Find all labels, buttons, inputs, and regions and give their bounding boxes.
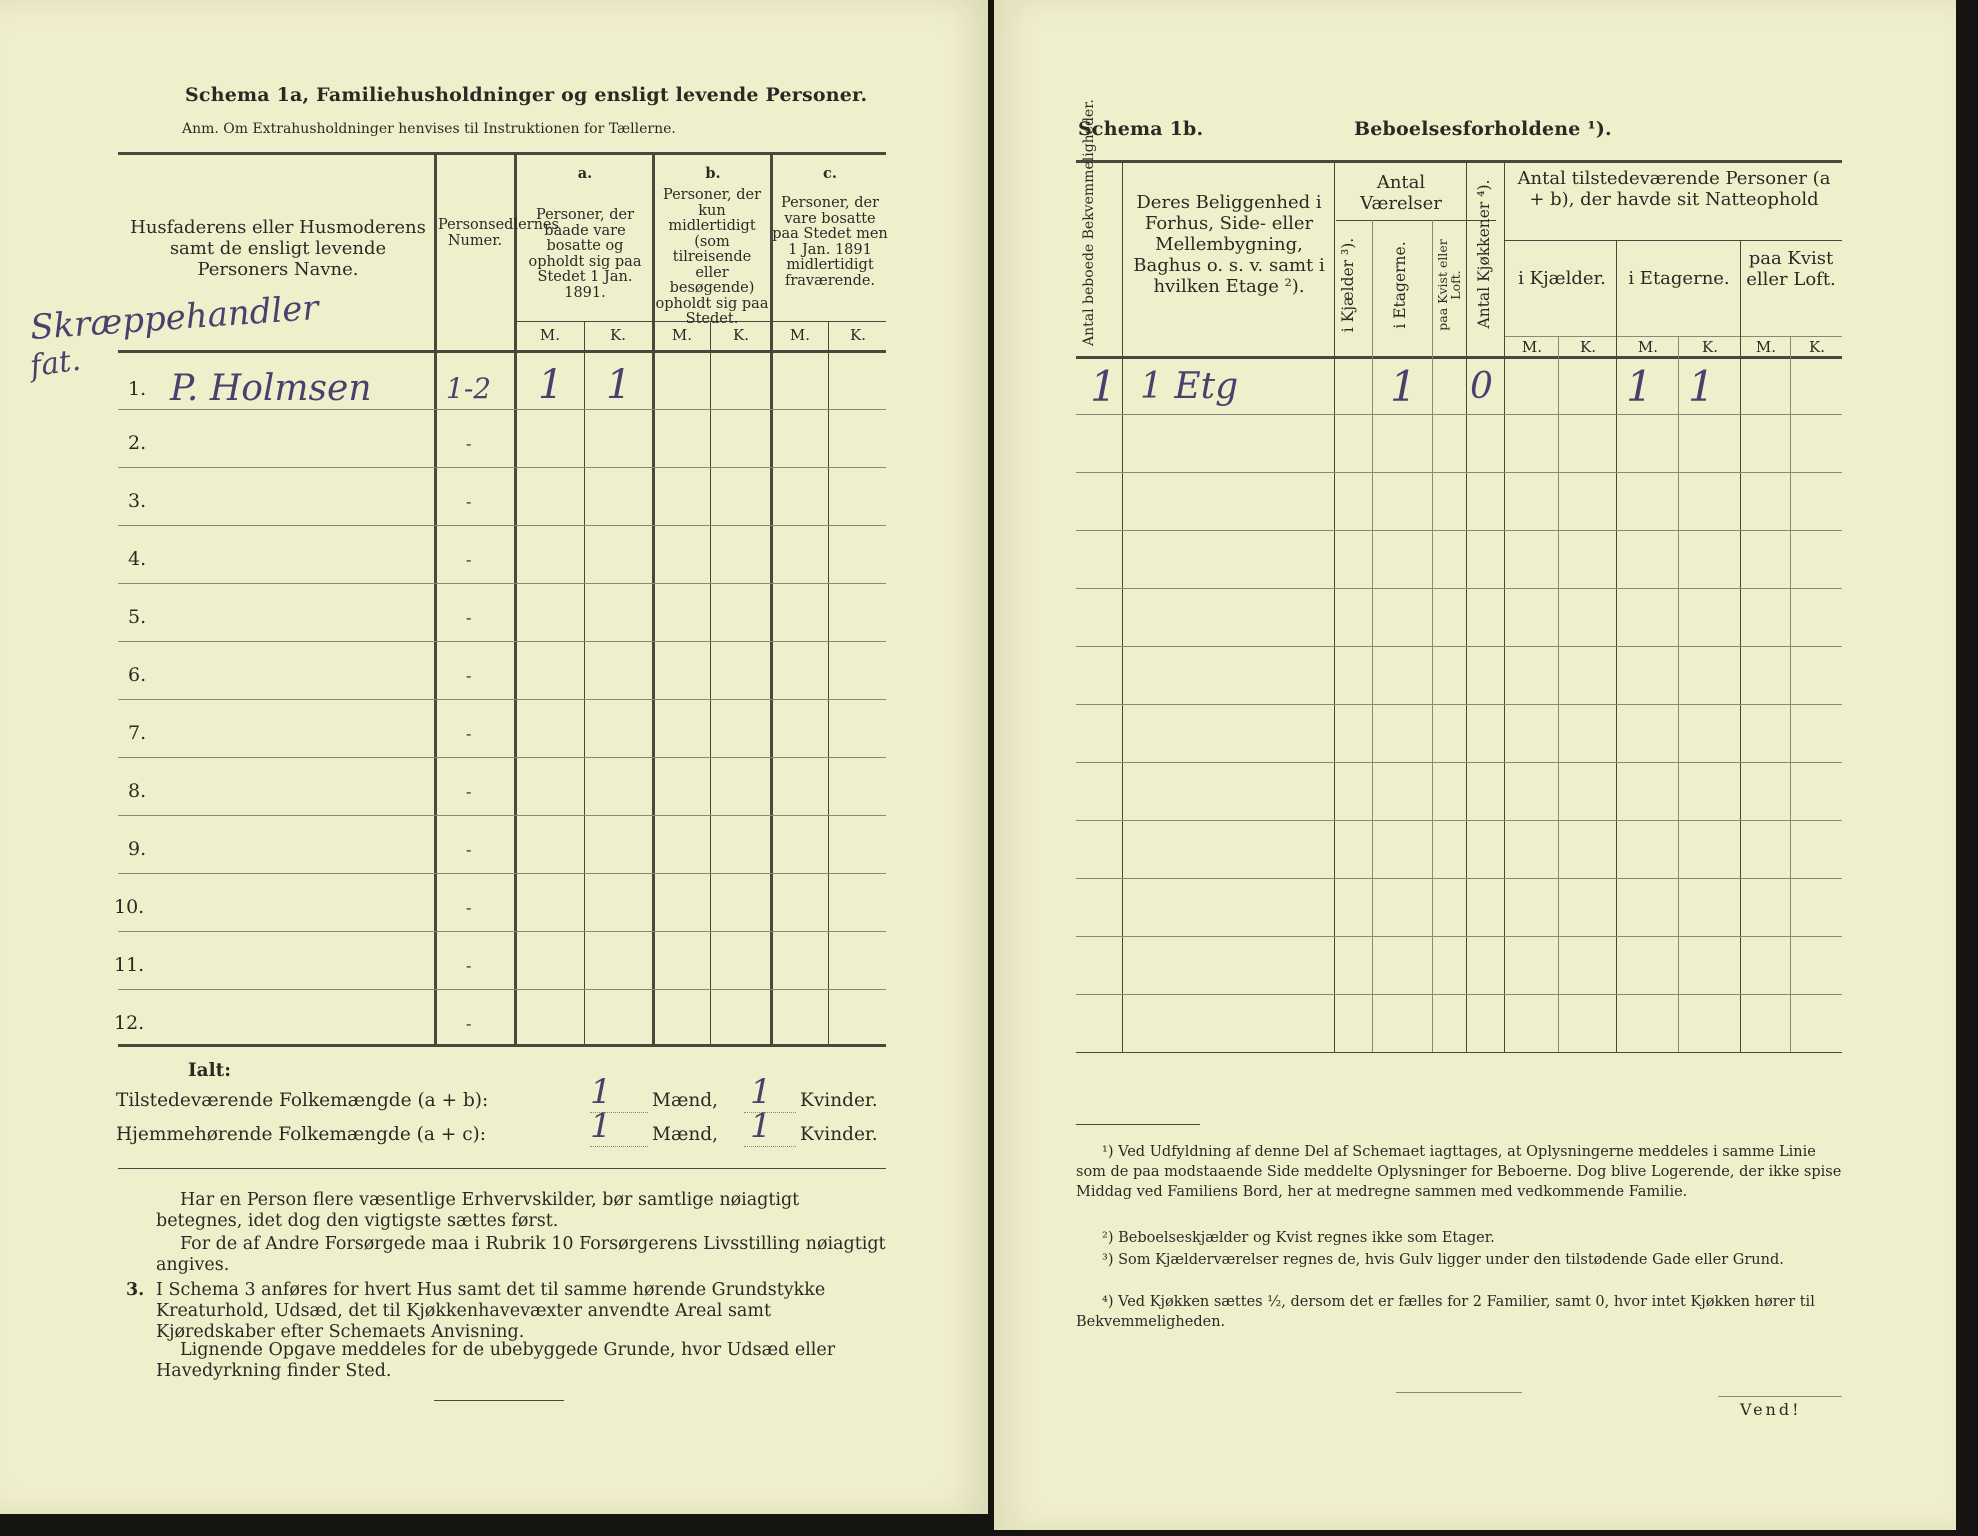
row-dash: -: [466, 956, 472, 975]
instruction-1: Har en Person flere væsentlige Erhvervskilder, bør samtlige nøiagtigt betegnes, idet dog den vigtigste sættes først.: [156, 1190, 800, 1231]
vend-label: Vend!: [1740, 1400, 1802, 1419]
dotted-fill: [590, 1146, 648, 1147]
row-rule: [1076, 414, 1842, 415]
row-rule: [1076, 878, 1842, 879]
dotted-fill: [744, 1112, 796, 1113]
row-number: 1.: [128, 378, 147, 400]
dotted-fill: [744, 1146, 796, 1147]
vaerelser-rule: [1336, 220, 1496, 221]
right-page: [994, 0, 1956, 1530]
row-rule: [118, 467, 886, 468]
row-dash: -: [466, 434, 472, 453]
row-rule: [118, 873, 886, 874]
schema-1b-title: Schema 1b.: [1078, 118, 1204, 140]
row-rule: [118, 931, 886, 932]
p-kjaelder-m: M.: [1521, 338, 1543, 356]
col-b-m: M.: [671, 326, 693, 344]
mk-header-rule: [1504, 336, 1842, 337]
col-header-kjaelder: i Kjælder ³).: [1339, 237, 1357, 333]
hw-p-etagerne-k: 1: [1688, 362, 1715, 411]
col-header-names: Husfaderens eller Husmoderens samt de ensligt levende Personers Navne.: [130, 217, 426, 280]
left-page: [0, 0, 988, 1514]
row-rule: [118, 989, 886, 990]
row-rule: [1076, 704, 1842, 705]
col-header-beliggenhed: Deres Beliggenhed i Forhus, Side- eller Mellembygning, Baghus o. s. v. samt i hvilken Etage ²).: [1133, 192, 1325, 297]
col-divider: [1372, 220, 1373, 1052]
col-divider: [1334, 160, 1335, 1052]
row-number: 12.: [114, 1012, 145, 1034]
col-header-personer: Antal tilstedeværende Personer (a + b), der havde sit Natteophold: [1517, 168, 1831, 210]
handwritten-occupation: Skræppehandler: [28, 287, 320, 349]
hw-vaerelser: 1: [1390, 362, 1417, 411]
col-c-k: K.: [850, 326, 866, 344]
row-number: 4.: [128, 548, 147, 570]
row-number: 10.: [114, 896, 145, 918]
col-header-etagerne: i Etagerne.: [1391, 241, 1409, 329]
tilstede-women-value: 1: [750, 1072, 772, 1112]
row-rule: [118, 699, 886, 700]
schema-1a-note: Anm. Om Extrahusholdninger henvises til Instruktionen for Tællerne.: [182, 121, 676, 137]
row-dash: -: [466, 898, 472, 917]
hw-bekvem: 1: [1090, 362, 1117, 411]
instruction-3-number: 3.: [126, 1280, 145, 1300]
instruction-3: I Schema 3 anføres for hvert Hus samt det til samme hørende Grundstykke Kreaturhold, Udsæd, det til Kjøkkenhavevæxter anvendte Areal samt Kjøredskaber efter Schemaets Anvisning.: [156, 1280, 826, 1342]
row-dash: -: [466, 550, 472, 569]
row-dash: -: [466, 1014, 472, 1033]
handwritten-occupation-note: fat.: [27, 342, 83, 385]
row-rule: [1076, 994, 1842, 995]
col-divider: [1122, 160, 1123, 1052]
hjemme-men-value: 1: [590, 1106, 612, 1146]
col-a-k: K.: [610, 326, 626, 344]
instructions-rule: [118, 1168, 886, 1169]
handwritten-name: P. Holmsen: [170, 368, 372, 409]
personer-rule: [1504, 240, 1842, 241]
col-b-k: K.: [733, 326, 749, 344]
col-header-vaerelser: Antal Værelser: [1360, 172, 1442, 214]
col-divider: [828, 321, 829, 1044]
p-kvist-m: M.: [1755, 338, 1777, 356]
hjemme-maend: Mænd,: [652, 1124, 718, 1145]
row-rule: [1076, 936, 1842, 937]
row-rule: [118, 757, 886, 758]
handwritten-a-k: 1: [606, 362, 632, 408]
row-rule: [1076, 820, 1842, 821]
p-etagerne-m: M.: [1637, 338, 1659, 356]
footnote-3: ³) Som Kjælderværelser regnes de, hvis Gulv ligger under den tilstødende Gade eller Grund.: [1102, 1252, 1784, 1268]
col-c-m: M.: [789, 326, 811, 344]
row-dash: -: [466, 608, 472, 627]
row-number: 2.: [128, 432, 147, 454]
row-rule: [118, 641, 886, 642]
col-header-bekvem: Antal beboede Bekvemmeligheder.: [1081, 99, 1097, 346]
hjemme-kvinder: Kvinder.: [800, 1124, 878, 1145]
col-divider: [434, 152, 437, 1044]
row-number: 5.: [128, 606, 147, 628]
tilstede-maend: Mænd,: [652, 1090, 718, 1111]
row-number: 9.: [128, 838, 147, 860]
p-etagerne-k: K.: [1702, 338, 1718, 356]
row-number: 11.: [114, 954, 145, 976]
row-number: 3.: [128, 490, 147, 512]
p-kvist-k: K.: [1809, 338, 1825, 356]
col-c-letter: c.: [823, 165, 837, 182]
hjemme-label: Hjemmehørende Folkemængde (a + c):: [116, 1124, 486, 1145]
hjemme-women-value: 1: [750, 1106, 772, 1146]
row-rule: [118, 583, 886, 584]
col-header-p-etagerne: i Etagerne.: [1628, 268, 1730, 289]
row-dash: -: [466, 782, 472, 801]
tilstede-kvinder: Kvinder.: [800, 1090, 878, 1111]
col-header-kvist: paa Kvist eller Loft.: [1435, 239, 1463, 331]
row-dash: -: [466, 666, 472, 685]
footnote-2: ²) Beboelseskjælder og Kvist regnes ikke som Etager.: [1102, 1230, 1495, 1246]
col-header-number: Personsedlernes Numer.: [438, 217, 559, 249]
col-divider: [1466, 160, 1467, 1052]
vend-rule: [1718, 1396, 1842, 1397]
col-divider: [1790, 336, 1791, 1052]
col-header-c: Personer, der vare bosatte paa Stedet men 1 Jan. 1891 midlertidigt fraværende.: [772, 195, 888, 289]
row-dash: -: [466, 724, 472, 743]
tilstede-label: Tilstedeværende Folkemængde (a + b):: [116, 1090, 489, 1111]
row-rule: [1076, 530, 1842, 531]
row-number: 7.: [128, 722, 147, 744]
footnote-4: ⁴) Ved Kjøkken sættes ½, dersom det er fælles for 2 Familier, samt 0, hvor intet Kjøkken hører til Bekvemmeligheden.: [1076, 1294, 1815, 1330]
p-kjaelder-k: K.: [1580, 338, 1596, 356]
col-divider: [1558, 336, 1559, 1052]
col-divider: [710, 321, 711, 1044]
col-divider: [584, 321, 585, 1044]
row-dash: -: [466, 840, 472, 859]
row-rule: [1076, 472, 1842, 473]
handwritten-a-m: 1: [538, 362, 564, 408]
schema-1a-title: Schema 1a, Familiehusholdninger og ensligt levende Personer.: [185, 84, 868, 106]
col-header-b: Personer, der kun midlertidigt (som tilreisende eller besøgende) opholdt sig paa Stedet.: [655, 187, 769, 327]
col-divider: [1678, 336, 1679, 1052]
tilstede-men-value: 1: [590, 1072, 612, 1112]
table-bottom-rule: [1076, 1052, 1842, 1053]
col-divider: [514, 152, 517, 1044]
schema-1b-subtitle: Beboelsesforholdene ¹).: [1354, 118, 1612, 140]
instruction-4: Lignende Opgave meddeles for de ubebyggede Grunde, hvor Udsæd eller Havedyrkning finder Sted.: [156, 1340, 836, 1381]
handwritten-person-number: 1-2: [446, 372, 492, 405]
col-header-p-kvist: paa Kvist eller Loft.: [1746, 248, 1836, 290]
row-rule: [118, 525, 886, 526]
row-rule: [118, 409, 886, 410]
header-bottom-rule: [1076, 356, 1842, 359]
row-rule: [118, 815, 886, 816]
ialt-label: Ialt:: [188, 1060, 232, 1081]
hw-etage: 1 Etg: [1140, 366, 1239, 407]
row-rule: [1076, 762, 1842, 763]
col-header-a: Personer, der baade vare bosatte og opholdt sig paa Stedet 1 Jan. 1891.: [528, 207, 642, 301]
col-a-m: M.: [539, 326, 561, 344]
col-divider: [1432, 220, 1433, 1052]
hw-kjokken: 0: [1470, 366, 1493, 407]
col-a-letter: a.: [577, 165, 593, 182]
footnote-rule: [1076, 1124, 1200, 1125]
col-header-p-kjaelder: i Kjælder.: [1518, 268, 1606, 289]
instruction-2: For de af Andre Forsørgede maa i Rubrik 10 Forsørgerens Livsstilling nøiagtigt angives.: [156, 1234, 886, 1275]
row-number: 6.: [128, 664, 147, 686]
col-b-letter: b.: [705, 165, 721, 182]
row-rule: [1076, 588, 1842, 589]
row-dash: -: [466, 492, 472, 511]
col-header-kjokkener: Antal Kjøkkener ⁴).: [1475, 179, 1493, 329]
end-rule: [1396, 1392, 1522, 1393]
row-number: 8.: [128, 780, 147, 802]
col-divider: [1504, 160, 1505, 1052]
table-bottom-rule: [118, 1044, 886, 1047]
row-rule: [1076, 646, 1842, 647]
end-rule: [434, 1400, 564, 1401]
dotted-fill: [590, 1112, 648, 1113]
hw-p-etagerne-m: 1: [1626, 362, 1653, 411]
footnote-1: ¹) Ved Udfyldning af denne Del af Schemaet iagttages, at Oplysningerne meddeles i samme Linie som de paa modstaaende Side meddelte Oplysninger for Beboerne. Dog blive Logerende, der ikke spise Middag ved Familiens Bord, her at medregne sammen med vedkommende Familie.: [1076, 1144, 1842, 1200]
table-top-rule: [1076, 160, 1842, 163]
